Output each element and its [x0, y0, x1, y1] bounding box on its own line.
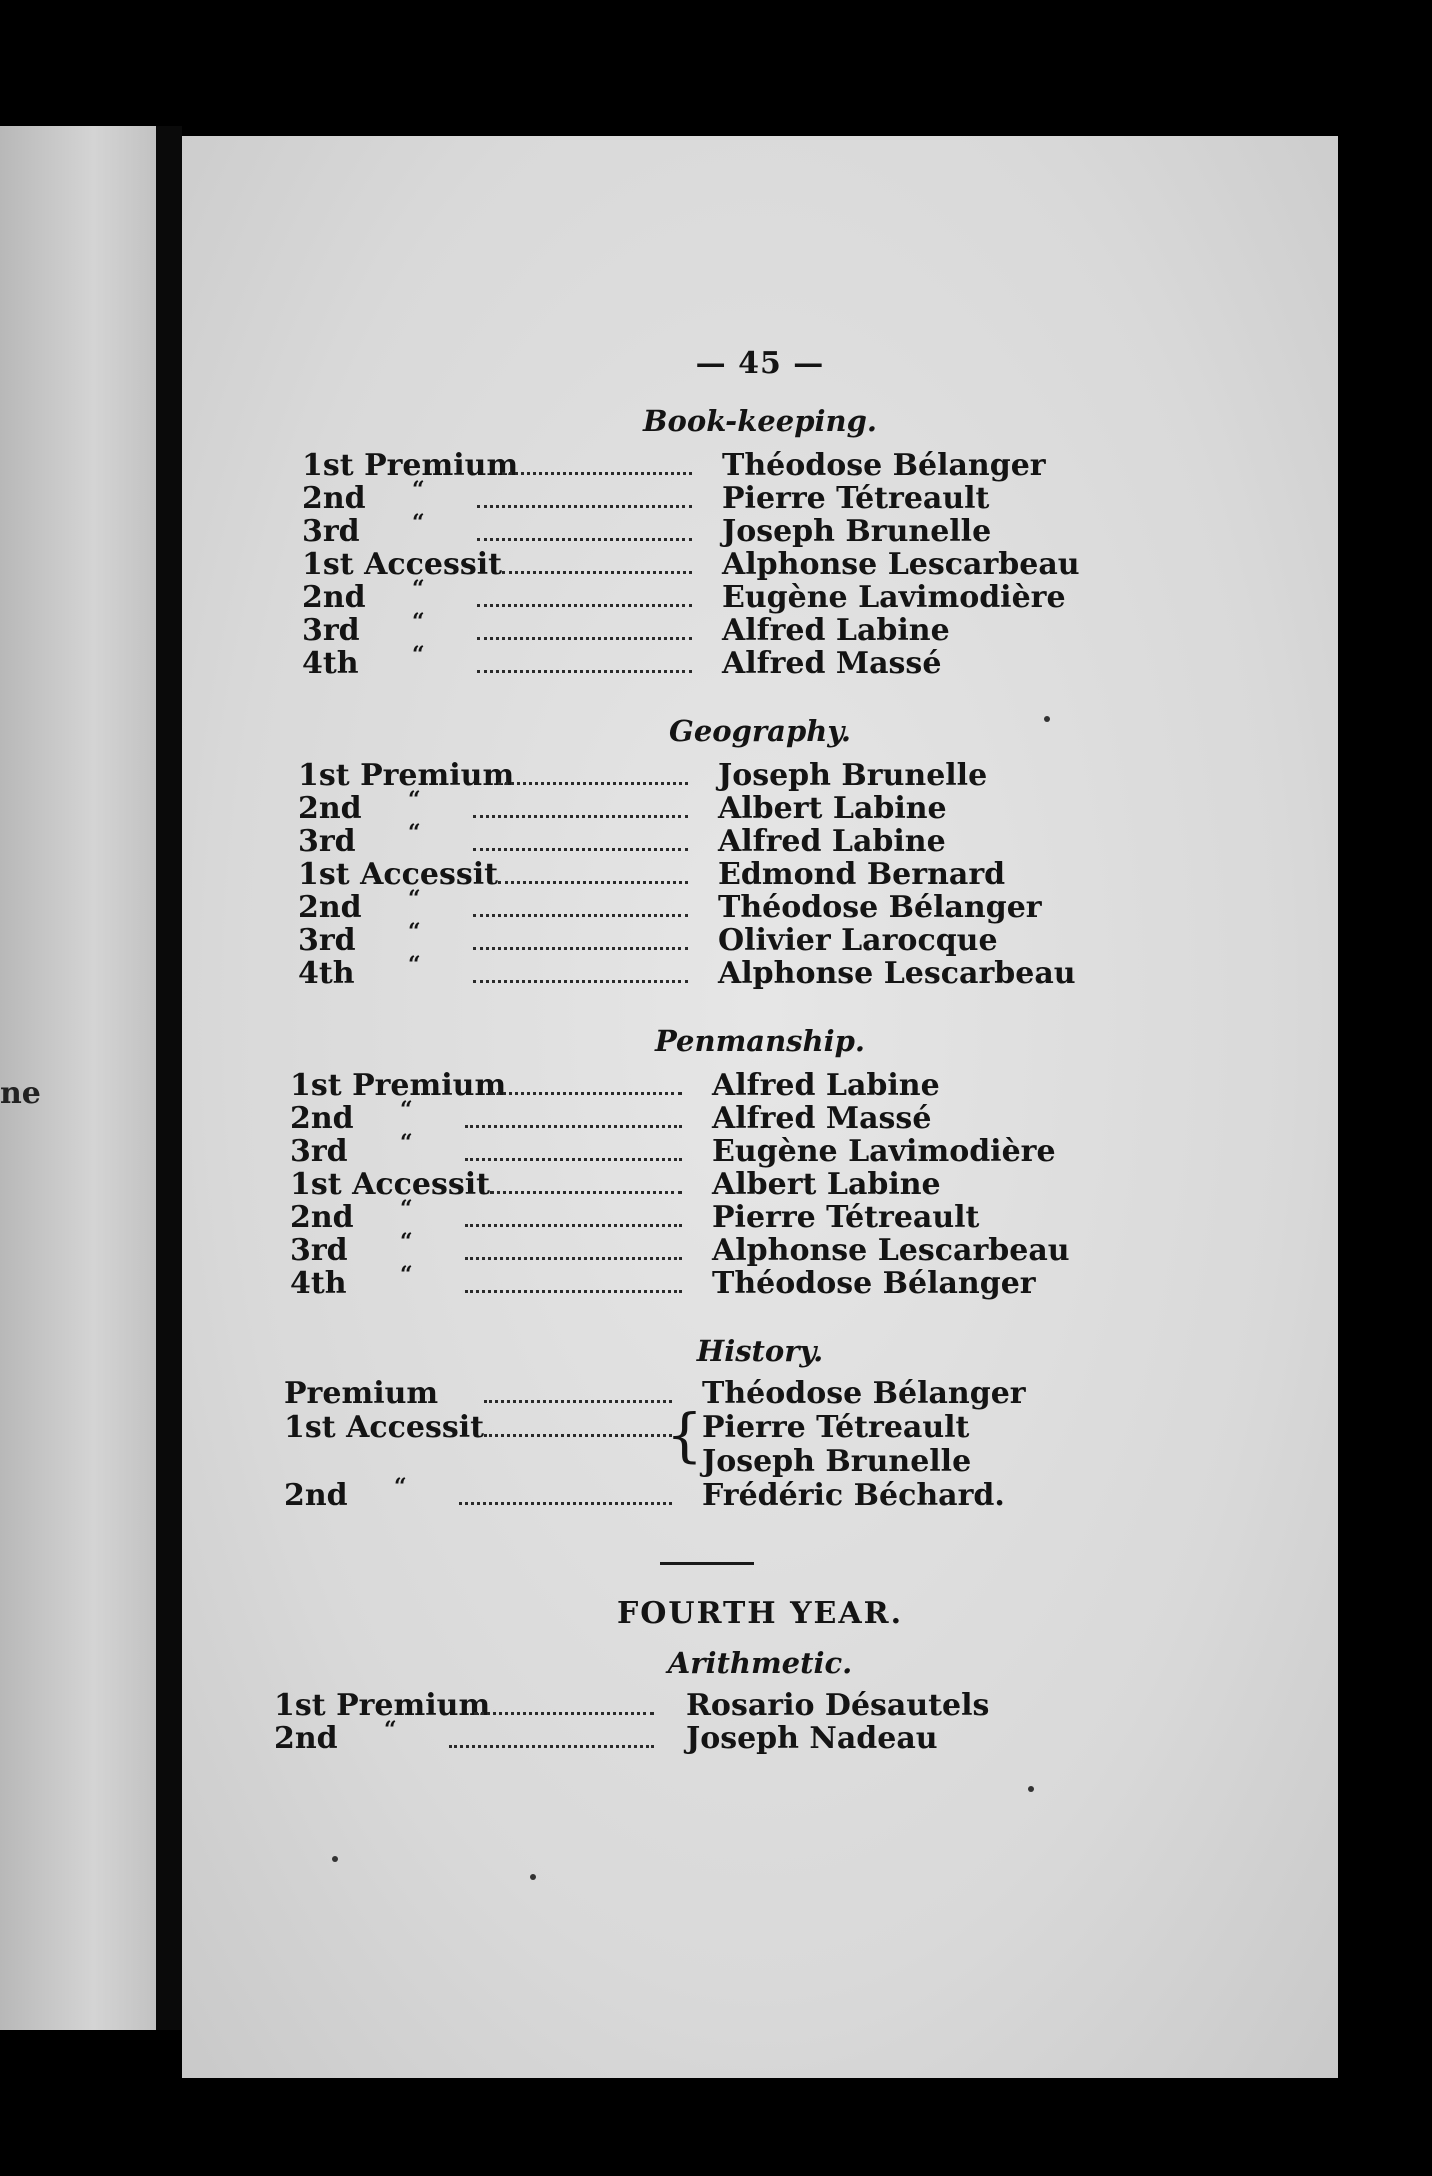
student-name: Albert Labine [718, 791, 947, 826]
ditto-mark: “ [394, 1474, 407, 1500]
award-rank: 2nd [290, 1101, 354, 1136]
student-name: Pierre Tétreault [722, 481, 990, 516]
award-row [298, 952, 1076, 991]
award-rank: 3rd [290, 1134, 348, 1169]
dot-leader [502, 571, 692, 574]
dot-leader [477, 538, 692, 541]
dot-leader [490, 1092, 682, 1095]
paper-speck [332, 1856, 338, 1862]
award-rank: 2nd [298, 791, 362, 826]
award-rank: 4th [302, 646, 359, 681]
award-row [284, 1410, 1044, 1444]
student-name: Rosario Désautels [686, 1688, 990, 1723]
award-rank: Premium [284, 1376, 439, 1411]
student-name: Alphonse Lescarbeau [718, 956, 1076, 991]
dot-leader [473, 980, 688, 983]
dot-leader [465, 1224, 682, 1227]
student-name: Eugène Lavimodière [722, 580, 1066, 615]
tie-brace: { [666, 1401, 703, 1469]
facing-page-edge [0, 126, 156, 2030]
dot-leader [484, 1434, 672, 1437]
dot-leader [502, 472, 692, 475]
award-row [298, 820, 1058, 859]
award-rank: 2nd [298, 890, 362, 925]
dot-leader [477, 670, 692, 673]
student-name: Alfred Massé [712, 1101, 932, 1136]
ditto-mark: “ [400, 1130, 413, 1156]
student-name: Pierre Tétreault [702, 1410, 970, 1445]
dot-leader [498, 881, 688, 884]
dot-leader [465, 1290, 682, 1293]
facing-page-text-fragment: ne [0, 1076, 41, 1111]
paper-speck [530, 1874, 536, 1880]
award-rank: 2nd [284, 1478, 348, 1513]
award-row [302, 510, 1062, 549]
book-gutter [156, 126, 182, 2030]
student-name: Eugène Lavimodière [712, 1134, 1056, 1169]
dot-leader [474, 1712, 654, 1715]
award-row [284, 1444, 1044, 1478]
award-rank: 3rd [298, 923, 356, 958]
student-name: Alfred Labine [712, 1068, 940, 1103]
ditto-mark: “ [400, 1229, 413, 1255]
dot-leader [490, 1191, 682, 1194]
dot-leader [473, 914, 688, 917]
dot-leader [498, 782, 688, 785]
student-name: Théodose Bélanger [702, 1376, 1026, 1411]
dot-leader [477, 505, 692, 508]
award-rank: 3rd [302, 613, 360, 648]
dot-leader [477, 604, 692, 607]
student-name: Théodose Bélanger [722, 448, 1046, 483]
dot-leader [484, 1400, 672, 1403]
dot-leader [449, 1745, 654, 1748]
paper-speck [1028, 1786, 1034, 1792]
section-divider-rule [660, 1562, 754, 1565]
student-name: Pierre Tétreault [712, 1200, 980, 1235]
printed-page [182, 136, 1338, 2078]
ditto-mark: “ [412, 609, 425, 635]
dot-leader [459, 1502, 672, 1505]
dot-leader [473, 815, 688, 818]
fourth-year-title: FOURTH YEAR. [616, 1596, 904, 1631]
dot-leader [473, 848, 688, 851]
ditto-mark: “ [412, 576, 425, 602]
award-rank: 3rd [298, 824, 356, 859]
student-name: Alphonse Lescarbeau [722, 547, 1080, 582]
student-name: Théodose Bélanger [718, 890, 1042, 925]
student-name: Alphonse Lescarbeau [712, 1233, 1070, 1268]
ditto-mark: “ [408, 787, 421, 813]
student-name: Olivier Larocque [718, 923, 998, 958]
award-rank: 4th [290, 1266, 347, 1301]
dot-leader [473, 947, 688, 950]
dot-leader [465, 1125, 682, 1128]
section-heading-arithmetic: Arithmetic. [667, 1646, 853, 1680]
ditto-mark: “ [400, 1196, 413, 1222]
award-rank: 1st Accessit [302, 547, 502, 582]
award-rank: 4th [298, 956, 355, 991]
award-row [290, 1130, 1056, 1169]
student-name: Edmond Bernard [718, 857, 1006, 892]
award-row [290, 1262, 1050, 1301]
award-rank: 1st Accessit [290, 1167, 490, 1202]
ditto-mark: “ [384, 1717, 397, 1743]
student-name: Alfred Labine [722, 613, 950, 648]
student-name: Théodose Bélanger [712, 1266, 1036, 1301]
student-name: Joseph Nadeau [686, 1721, 938, 1756]
section-heading-history: History. [696, 1334, 824, 1368]
ditto-mark: “ [408, 952, 421, 978]
section-heading-penmanship: Penmanship. [655, 1024, 865, 1058]
award-rank: 1st Premium [298, 758, 515, 793]
student-name: Albert Labine [712, 1167, 941, 1202]
student-name: Frédéric Béchard. [702, 1478, 1005, 1513]
award-rank: 2nd [274, 1721, 338, 1756]
page-number: — 45 — [695, 346, 825, 381]
dot-leader [477, 637, 692, 640]
award-row [302, 642, 1062, 681]
award-rank: 1st Premium [274, 1688, 491, 1723]
section-heading-book-keeping: Book-keeping. [643, 404, 877, 438]
student-name: Alfred Labine [718, 824, 946, 859]
award-rank: 1st Accessit [284, 1410, 484, 1445]
paper-speck [1044, 716, 1050, 722]
ditto-mark: “ [400, 1262, 413, 1288]
award-rank: 2nd [290, 1200, 354, 1235]
dot-leader [465, 1257, 682, 1260]
award-rank: 2nd [302, 481, 366, 516]
ditto-mark: “ [408, 820, 421, 846]
student-name: Alfred Massé [722, 646, 942, 681]
award-rank: 1st Premium [290, 1068, 507, 1103]
student-name: Joseph Brunelle [718, 758, 988, 793]
award-row [274, 1717, 1034, 1756]
ditto-mark: “ [412, 510, 425, 536]
section-heading-geography: Geography. [669, 714, 851, 748]
award-row [284, 1474, 1044, 1513]
award-rank: 3rd [302, 514, 360, 549]
award-rank: 1st Premium [302, 448, 519, 483]
ditto-mark: “ [408, 886, 421, 912]
student-name: Joseph Brunelle [722, 514, 992, 549]
award-rank: 1st Accessit [298, 857, 498, 892]
student-name: Joseph Brunelle [702, 1444, 972, 1479]
ditto-mark: “ [400, 1097, 413, 1123]
ditto-mark: “ [408, 919, 421, 945]
ditto-mark: “ [412, 642, 425, 668]
ditto-mark: “ [412, 477, 425, 503]
award-row [284, 1376, 1044, 1410]
award-rank: 3rd [290, 1233, 348, 1268]
award-rank: 2nd [302, 580, 366, 615]
dot-leader [465, 1158, 682, 1161]
